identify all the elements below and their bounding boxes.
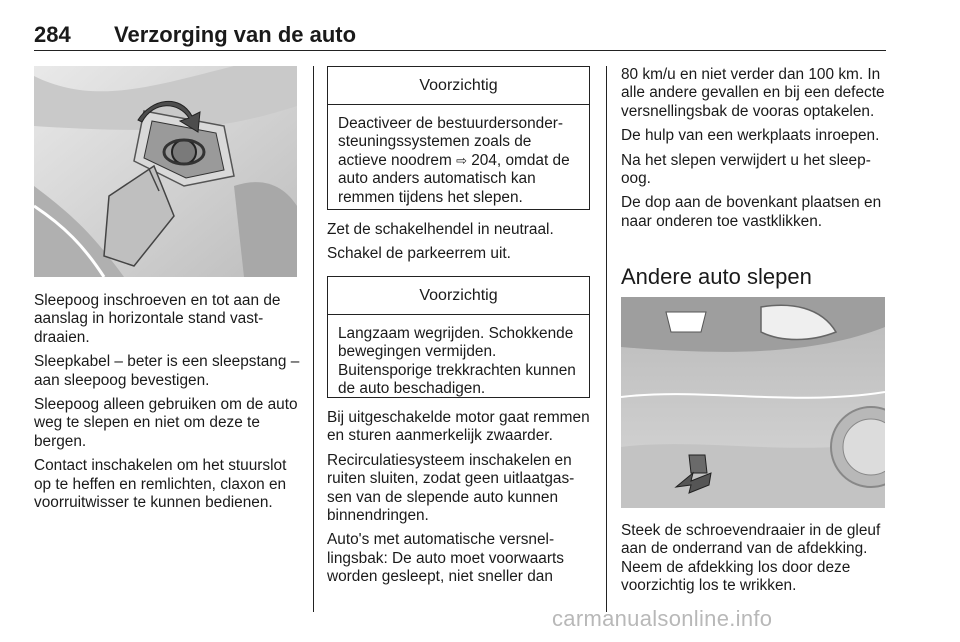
paragraph: Contact inschakelen om het stuurslot op te heffen en remlichten, claxon en voorruitwisser te kunnen bedienen. (34, 457, 287, 512)
caution-body (328, 105, 589, 215)
column-2-text-b (327, 409, 592, 593)
caution-title: Voorzichtig (328, 277, 589, 315)
page-header (34, 22, 886, 52)
paragraph: Schakel de parkeerrem uit. (327, 245, 511, 263)
tow-eye-illustration (34, 66, 297, 277)
section-heading: Andere auto slepen (621, 264, 812, 289)
page-number: 284 (34, 22, 71, 47)
caution-text: Deactiveer de bestuurdersondersteuningssystemen zoals de actieve noodrem (338, 115, 564, 169)
rear-bumper-cover-illustration (621, 297, 885, 508)
column-1-text (34, 292, 300, 518)
paragraph: Recirculatiesysteem inschakelen en ruiten sluiten, zodat geen uitlaatgassen van de slepende auto kunnen binnendringen. (327, 451, 575, 525)
chapter-title: Verzorging van de auto (114, 22, 357, 47)
caution-box (327, 66, 590, 210)
paragraph: Zet de schakelhendel in neutraal. (327, 221, 554, 238)
paragraph: Steek de schroevendraaier in de gleuf aan de onderrand van de afdekking. Neem de afdekking los door deze voorzichtig los te wrikken. (621, 522, 881, 595)
caution-box (327, 276, 590, 398)
paragraph: Sleepkabel – beter is een sleepstang – aan sleepoog bevestigen. (34, 353, 300, 389)
watermark: carmanualsonline.info (552, 606, 773, 631)
column-divider-left (313, 66, 314, 612)
column-3-text-b (621, 522, 887, 602)
rear-bumper-drawing (621, 297, 885, 508)
caution-body: Langzaam wegrijden. Schokkende bewegingen vermijden. Buitensporige trekkrachten kunnen de auto beschadigen. (338, 325, 576, 398)
header-rule (34, 50, 886, 51)
paragraph: 80 km/u en niet verder dan 100 km. In alle andere gevallen en bij een defecte versnellingsbak de vooras optakelen. (621, 66, 885, 120)
paragraph: Auto's met automatische versnellingsbak: De auto moet voorwaarts worden gesleept, niet sneller dan (327, 531, 564, 586)
paragraph: De hulp van een werkplaats inroepen. (621, 127, 880, 145)
caution-title: Voorzichtig (328, 67, 589, 105)
paragraph: Sleepoog inschroeven en tot aan de aanslag in horizontale stand vastdraaien. (34, 292, 281, 346)
column-2-text-a (327, 221, 592, 270)
paragraph: Na het slepen verwijdert u het sleepoog. (621, 151, 871, 188)
paragraph: De dop aan de bovenkant plaatsen en naar onderen toe vastklikken. (621, 194, 882, 230)
column-divider-right (606, 66, 607, 612)
caution-text: 204, omdat de auto anders automatisch kan remmen tijdens het slepen. (338, 151, 570, 206)
column-3-text-a (621, 66, 887, 237)
paragraph: Bij uitgeschakelde motor gaat remmen en sturen aanmerkelijk zwaarder. (327, 409, 590, 445)
paragraph: Sleepoog alleen gebruiken om de auto weg te slepen en niet om deze te bergen. (34, 396, 298, 450)
tow-eye-drawing (34, 66, 297, 277)
page-reference-arrow-icon: ⇨ (456, 152, 467, 168)
